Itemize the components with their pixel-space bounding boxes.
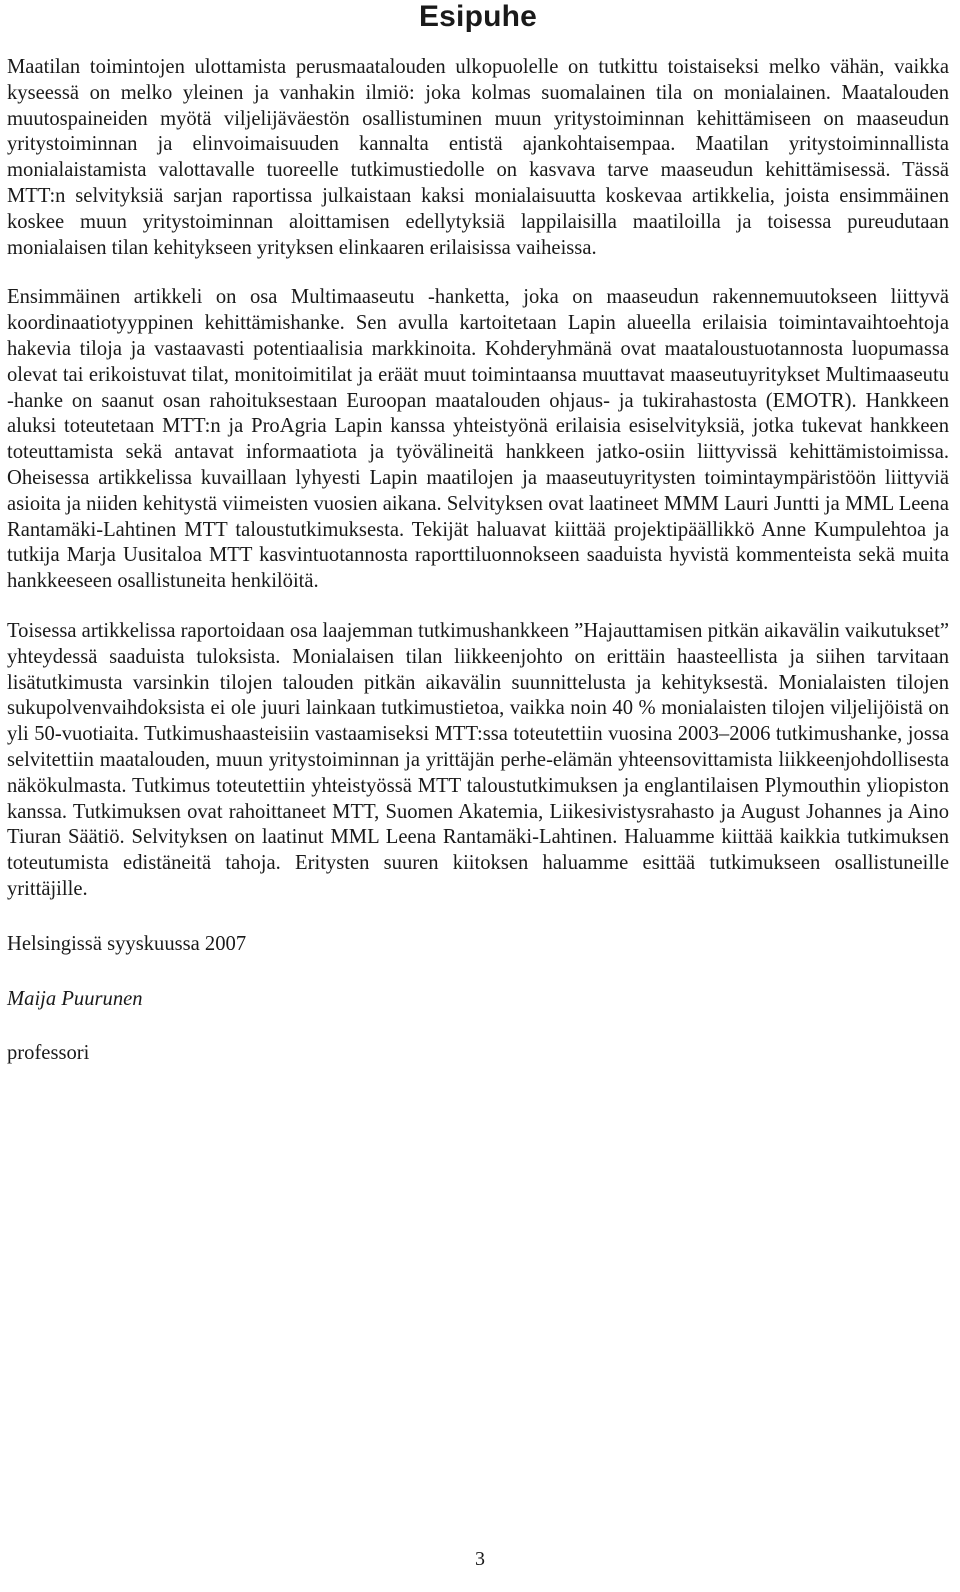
- place-date: Helsingissä syyskuussa 2007: [7, 932, 247, 955]
- page-number: 3: [475, 1548, 485, 1570]
- signer-title: professori: [7, 1042, 90, 1065]
- paragraph-first-article: Ensimmäinen artikkeli on osa Multimaaseutu -hanketta, joka on maaseudun rakennemuutokseen liittyvä koordinaatiotyyppinen kehittämishanke. Sen avulla kartoitetaan Lapin alueella erilaisia toimintavaihtoehtoja hakevia tiloja ja vastaavasti potentiaalisia markkinoita. Kohderyhmänä ovat maataloustuotannosta luopumassa olevat tai erikoistuvat tilat, monitoimitilat ja eräät muut toimintaansa muuttavat maaseutuyritykset Multimaaseutu -hanke on saanut osan rahoituksestaan Euroopan maatalouden ohjaus- ja tukirahastosta (EMOTR). Hankkeen aluksi toteutetaan MTT:n ja ProAgria Lapin kanssa yhteistyönä erilaisia esiselvityksiä, jotka tukevat hankkeen toteuttamista sekä antavat informaatiota ja työvälineitä hankkeen jatko-osiin liittyvissä kehittämistoimissa. Oheisessa artikkelissa kuvaillaan lyhyesti Lapin maatilojen ja maaseutuyritysten toimintaympäristöön liittyviä asioita ja niiden kehitystä viimeisten vuosien aikana. Selvityksen ovat laatineet MMM Lauri Juntti ja MML Leena Rantamäki-Lahtinen MTT taloustutkimuksesta. Tekijät haluavat kiittää projektipäällikkö Anne Kumpulehtoa ja tutkija Marja Uusitaloa MTT kasvintuotannosta raporttiluonnokseen saaduista hyvistä kommenteista sekä muita hankkeeseen osallistuneita henkilöitä.: [7, 286, 949, 593]
- document-page: [7, 0, 949, 1067]
- signer-name: Maija Puurunen: [7, 987, 143, 1010]
- paragraph-intro: Maatilan toimintojen ulottamista perusmaatalouden ulkopuolelle on tutkittu toistaiseksi melko vähän, vaikka kyseessä on melko yleinen ja vanhakin ilmiö: joka kolmas suomalainen tila on monialainen. Maatalouden muutospaineiden myötä viljelijäväestön osallistuminen muun yritystoiminnan kehittämiseen on maaseudun yritystoiminnan ja elinvoimaisuuden kannalta entistä ajankohtaisempaa. Maatilan yritystoiminnallista monialaistamista valottavalle tuoreelle tutkimustiedolle on kasvava tarve maaseudun kehittämisessä. Tässä MTT:n selvityksiä sarjan raportissa julkaistaan kaksi monialaisuutta koskevaa artikkelia, joista ensimmäinen koskee muun yritystoiminnan aloittamisen edellytyksiä lappilaisilla maatiloilla ja toisessa pureudutaan monialaisen tilan kehitykseen yrityksen elinkaaren erilaisissa vaiheissa.: [7, 56, 949, 259]
- paragraph-second-article: Toisessa artikkelissa raportoidaan osa laajemman tutkimushankkeen ”Hajauttamisen pitkän aikavälin vaikutukset” yhteydessä saaduista tuloksista. Monialaisen tilan liikkeenjohto on erittäin haasteellista ja siihen tarvitaan lisätutkimusta varsinkin tilojen talouden pitkän aikavälin suunnittelusta ja kehityksestä. Monialaisten tilojen sukupolvenvaihdoksista ei ole juuri lainkaan tutkimustietoa, vaikka noin 40 % monialaisten tilojen viljelijöistä on yli 50-vuotiaita. Tutkimushaasteisiin vastaamiseksi MTT:ssa toteutettiin vuosina 2003–2006 tutkimushanke, jossa selvitettiin maatalouden, muun yritystoiminnan ja yrittäjän perhe-elämän yhteensovittamista liikkeenjohdollisesta näkökulmasta. Tutkimus toteutettiin yhteistyössä MTT taloustutkimuksen ja englantilaisen Plymouthin yliopiston kanssa. Tutkimuksen ovat rahoittaneet MTT, Suomen Akatemia, Liikesivistysrahasto ja August Johannes ja Aino Tiuran Säätiö. Selvityksen on laatinut MML Leena Rantamäki-Lahtinen. Haluamme kiittää kaikkia tutkimuksen toteutumista edistäneitä tahoja. Eritysten suuren kiitoksen haluamme esittää tutkimukseen osallistuneille yrittäjille.: [7, 619, 949, 900]
- page-title: Esipuhe: [418, 0, 538, 33]
